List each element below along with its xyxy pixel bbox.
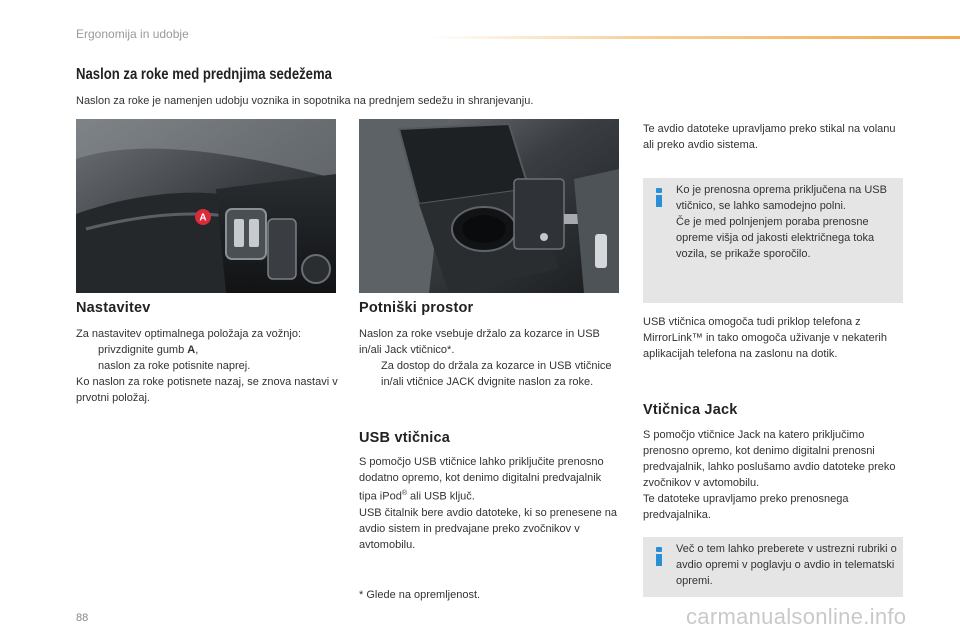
jack-paragraph-2: Te datoteke upravljamo preko prenosnega predvajalnika. xyxy=(643,493,849,521)
list-item xyxy=(359,358,621,390)
info-box-charging xyxy=(643,178,903,303)
info-line-1: Ko je prenosna oprema priključena na USB vtičnico, se lahko samodejno polni. xyxy=(676,184,887,212)
header-accent-bar xyxy=(430,36,960,39)
usb-text: S pomočjo USB vtičnice lahko priključite prenosno dodatno opremo, kot denimo digitalni predvajalnik tipa iPod xyxy=(359,456,604,503)
bullet-icon xyxy=(359,358,381,390)
potniski-body xyxy=(359,326,621,390)
info-text: Več o tem lahko preberete v ustrezni rubriki o avdio opremi v poglavju o avdio in telematski opremi. xyxy=(676,543,897,587)
page-number: 88 xyxy=(76,612,89,624)
info-box-audio xyxy=(643,537,903,597)
armrest-photo xyxy=(76,119,336,293)
bullet-icon xyxy=(76,342,98,358)
nastavitev-intro: Za nastavitev optimalnega položaja za vožnjo: xyxy=(76,328,302,340)
bullet-icon xyxy=(76,358,98,374)
info-line-2: Če je med polnjenjem poraba prenosne opreme višja od jakosti električnega toka vozila, se prikaže sporočilo. xyxy=(676,216,875,260)
button-a-ref: A xyxy=(187,344,196,356)
nastavitev-heading: Nastavitev xyxy=(76,300,151,316)
list-item xyxy=(76,358,338,374)
usb-paragraph-1 xyxy=(359,454,621,505)
info-icon xyxy=(653,547,665,565)
button-a-label: A xyxy=(199,212,207,224)
info-icon xyxy=(653,188,665,206)
bullet-text: privzdignite gumb xyxy=(98,344,188,356)
jack-paragraph-1: S pomočjo vtičnice Jack na katero priključimo prenosno opremo, kot denimo digitalni prenosni predvajalnik, lahko poslušamo avdio datoteke preko zvočnikov v avtomobilu. xyxy=(643,429,896,489)
info-text xyxy=(676,182,898,262)
jack-heading: Vtičnica Jack xyxy=(643,402,738,418)
bullet-text-end: , xyxy=(195,344,199,356)
registered-mark: ® xyxy=(401,490,407,497)
usb-body xyxy=(359,454,621,553)
potniski-intro: Naslon za roke vsebuje držalo za kozarce in USB in/ali Jack vtičnico*. xyxy=(359,328,600,356)
watermark: carmanualsonline.info xyxy=(686,604,907,629)
bullet-text: naslon za roke potisnite naprej. xyxy=(98,360,251,372)
section-intro: Naslon za roke je namenjen udobju voznika in sopotnika na prednjem sedežu in shranjevanju. xyxy=(76,95,534,107)
usb-heading: USB vtičnica xyxy=(359,430,451,446)
usb-paragraph-2: USB čitalnik bere avdio datoteke, ki so prenesene na avdio sistem in predvajane preko zvočnikov v avtomobilu. xyxy=(359,506,618,551)
header-title: Ergonomija in udobje xyxy=(76,27,189,41)
bullet-text: Za dostop do držala za kozarce in USB vtičnice in/ali vtičnice JACK dvignite naslon za roke. xyxy=(381,360,612,388)
nastavitev-outro: Ko naslon za roke potisnete nazaj, se znova nastavi v prvotni položaj. xyxy=(76,376,338,404)
jack-body xyxy=(643,427,905,523)
mirrorlink-text: USB vtičnica omogoča tudi priklop telefona z MirrorLink™ in tako omogoča uživanje v nekaterih aplikacijah telefona na zaslonu na dotik. xyxy=(643,316,887,360)
nastavitev-body xyxy=(76,326,338,406)
potniski-heading: Potniški prostor xyxy=(359,300,474,316)
audio-control-text: Te avdio datoteke upravljamo preko stikal na volanu ali preko avdio sistema. xyxy=(643,123,896,151)
cupholder-photo xyxy=(359,119,619,293)
usb-text-end: ali USB ključ. xyxy=(406,490,475,503)
section-title: Naslon za roke med prednjima sedežema xyxy=(76,66,332,83)
footnote: * Glede na opremljenost. xyxy=(359,589,481,601)
list-item xyxy=(76,342,338,358)
